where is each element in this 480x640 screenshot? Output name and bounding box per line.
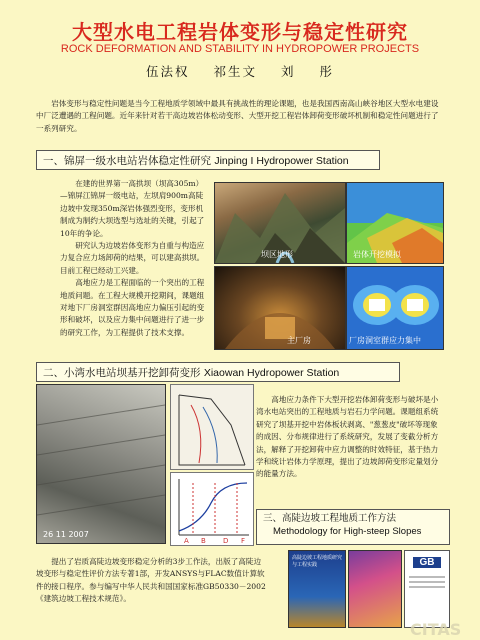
section1-para3: 高地应力是工程面临的一个突出的工程地质问题。在工程大规模开挖期间，课题组对地下厂房洞室群因高地应力偏压引起的变形和破坏，以及应力集中问题进行了进一步的研究工作，为工程提供了技术支撑。: [60, 278, 205, 337]
section3-title-cn: 三、高陡边坡工程地质工作方法: [263, 513, 397, 524]
authors: 伍法权 祁生文 刘 彤: [146, 64, 334, 79]
poster-title-en: ROCK DEFORMATION AND STABILITY IN HYDROPOWER PROJECTS: [60, 43, 420, 55]
watermark: CITAS: [410, 620, 462, 639]
book-cover-2: [348, 550, 402, 628]
section2-title-cn: 二、小湾水电站坝基开挖卸荷变形: [43, 367, 201, 379]
section1-title: [36, 150, 380, 170]
book-cover-1-title: 高陡边坡工程地质研究与工程实践: [292, 555, 343, 568]
profile-graphic: [171, 385, 253, 469]
photo-main-powerhouse: [214, 266, 346, 350]
section2-title-en: Xiaowan Hydropower Station: [203, 367, 340, 379]
chart-label-f: F: [241, 537, 246, 545]
section2-text: 高地应力条件下大型开挖岩体卸荷变形与破坏是小湾水电站突出的工程地质与岩石力学问题。课题组系统研究了坝基开挖中岩体板状剥离、"葱葱皮"破坏等现象的成因、分布规律进行了系统研究，发展了变截分析方法，解释了开挖卸荷中应力调整的时效特征，基于热力学和统计岩体力学原理，提出了边坡卸荷变形定量划分的能量方法。: [256, 395, 439, 479]
geology-profile-diagram: [170, 384, 254, 470]
section1-para2: 研究认为边坡岩体变形为自重与构造应力复合应力场卸荷的结果，可以建高拱坝。目前工程已经动工兴建。: [60, 241, 205, 275]
section1-text: [60, 178, 210, 339]
photo-dam-terrain: [214, 182, 346, 264]
section3-title: [256, 509, 450, 545]
section1-title-cn: 一、锦屏一级水电站岩体稳定性研究: [43, 155, 211, 167]
standard-cover: [404, 550, 450, 628]
excavation-simulation-caption: 岩体开挖模拟: [353, 250, 401, 259]
stress-concentration-model: [346, 266, 444, 350]
chart-label-b: B: [201, 537, 206, 545]
stress-concentration-caption: 厂房洞室群应力集中: [349, 336, 421, 345]
poster-title-cn: 大型水电工程岩体变形与稳定性研究: [72, 20, 408, 44]
cavern-graphic: [215, 267, 345, 349]
section3-text: 提出了岩质高陡边坡变形稳定分析的3步工作法，出版了高陡边坡变形与稳定性评价方法专著1部，开发ANSYS与FLAC数值计算软件的接口程序。参与编写中华人民共和国国家标准GB50330－2002《建筑边坡工程技术规范》。: [36, 557, 266, 604]
curve-graphic: [171, 473, 253, 545]
deformation-curve-chart: [170, 472, 254, 546]
photo-date-stamp: 26 11 2007: [43, 530, 89, 539]
standard-cover-lines: [409, 576, 445, 588]
book-cover-1: [288, 550, 346, 628]
section2-title: [36, 362, 400, 382]
section1-para1: 在建的世界第一高拱坝（坝高305m）—锦屏江锦屏一级电站，左坝肩900m高陡边坡中发现350m深岩体强烈变形，变形机制成为制约大坝选型与选址的关键，引起了10年的争论。: [60, 179, 205, 238]
intro-paragraph: 岩体变形与稳定性问题是当今工程地质学领域中最具有挑战性的理论课题，也是我国西南高山峡谷地区大型水电建设中厂泛遭遇的工程问题。近年来针对若干高边坡岩体松动变形、大型开挖工程岩体卸荷变形破坏机制和稳定性问题进行了一系列研究。: [36, 99, 439, 133]
chart-label-d: D: [223, 537, 229, 545]
photo-slope-excavation: [36, 384, 166, 544]
excavation-simulation: [346, 182, 444, 264]
chart-label-a: A: [184, 537, 189, 545]
slope-graphic: [37, 385, 165, 543]
standard-cover-code: GB: [413, 557, 441, 568]
photo-dam-terrain-caption: 坝区地形: [261, 250, 293, 259]
section3-title-en: Methodology for High-steep Slopes: [273, 526, 422, 537]
photo-main-powerhouse-caption: 主厂房: [287, 336, 311, 345]
section1-title-en: Jinping I Hydropower Station: [214, 155, 349, 167]
